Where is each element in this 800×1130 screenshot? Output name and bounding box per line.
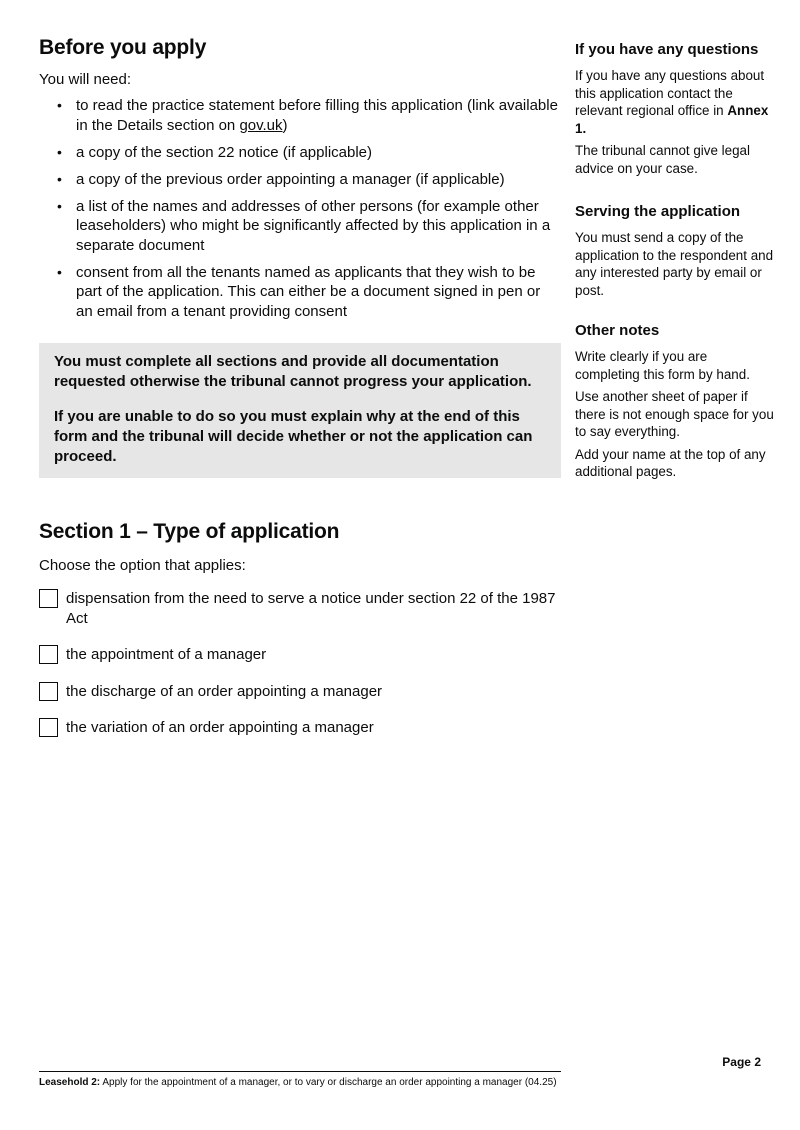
annex-1-reference: Annex 1. <box>575 103 769 136</box>
page-number: Page 2 <box>722 1055 761 1069</box>
checkbox-dispensation[interactable] <box>39 589 58 608</box>
section-1-heading: Section 1 – Type of application <box>39 520 340 543</box>
form-title: Apply for the appointment of a manager, or to vary or discharge an order appointing a manager (04.25) <box>102 1077 557 1088</box>
list-item: • a list of the names and addresses of other persons (for example other leaseholders) who might be significantly affected by this application in a separate document <box>39 197 561 256</box>
form-code: Leasehold 2: <box>39 1077 101 1088</box>
before-you-apply-heading: Before you apply <box>39 36 207 59</box>
questions-heading: If you have any questions <box>575 41 759 58</box>
option-discharge[interactable] <box>39 682 561 702</box>
option-label: the discharge of an order appointing a manager <box>66 682 383 700</box>
option-variation[interactable] <box>39 718 561 738</box>
you-will-need-text: You will need: <box>39 71 132 88</box>
footer-text <box>39 1076 557 1090</box>
main-column <box>39 36 561 738</box>
option-label: the appointment of a manager <box>66 646 267 663</box>
option-label: the variation of an order appointing a manager <box>66 719 374 736</box>
serving-text: You must send a copy of the application to the respondent and any interested party by email or post. <box>575 230 774 298</box>
list-item: • a copy of the section 22 notice (if applicable) <box>39 143 561 163</box>
sidebar <box>575 41 775 481</box>
notice-line-2: If you are unable to do so you must explain why at the end of this form and the tribunal will decide whether or not the application can proceed. <box>54 408 533 465</box>
checkbox-variation[interactable] <box>39 718 58 737</box>
questions-group <box>575 41 775 177</box>
other-notes-heading: Other notes <box>575 322 660 339</box>
list-item: • a copy of the previous order appointing a manager (if applicable) <box>39 170 561 190</box>
requirements-list <box>39 96 561 321</box>
important-notice-box <box>39 343 561 478</box>
checkbox-appointment[interactable] <box>39 645 58 664</box>
notes-text-1: Write clearly if you are completing this form by hand. <box>575 349 750 382</box>
notes-text-3: Add your name at the top of any additional pages. <box>575 446 766 479</box>
no-legal-advice-text: The tribunal cannot give legal advice on your case. <box>575 143 750 176</box>
notice-line-1: You must complete all sections and provide all documentation requested otherwise the tribunal cannot progress your application. <box>54 353 532 390</box>
gov-uk-link[interactable]: gov.uk <box>239 116 283 134</box>
footer-divider <box>39 1071 561 1072</box>
other-notes-group <box>575 322 775 481</box>
option-appointment[interactable] <box>39 645 561 665</box>
option-label: dispensation from the need to serve a notice under section 22 of the 1987 Act <box>66 590 556 627</box>
list-item: • consent from all the tenants named as applicants that they wish to be part of the application. This can either be a document signed in pen or an email from a tenant providing consent <box>39 263 561 322</box>
checkbox-discharge[interactable] <box>39 682 58 701</box>
choose-option-prompt: Choose the option that applies: <box>39 557 246 574</box>
list-item: • to read the practice statement before filling this application (link available in the Details section on gov.uk) <box>39 96 561 135</box>
questions-text: If you have any questions about this application contact the relevant regional office in Annex 1. <box>575 68 769 136</box>
option-dispensation[interactable] <box>39 589 561 628</box>
notes-text-2: Use another sheet of paper if there is not enough space for you to say everything. <box>575 389 774 439</box>
serving-heading: Serving the application <box>575 203 741 220</box>
serving-group <box>575 203 775 299</box>
